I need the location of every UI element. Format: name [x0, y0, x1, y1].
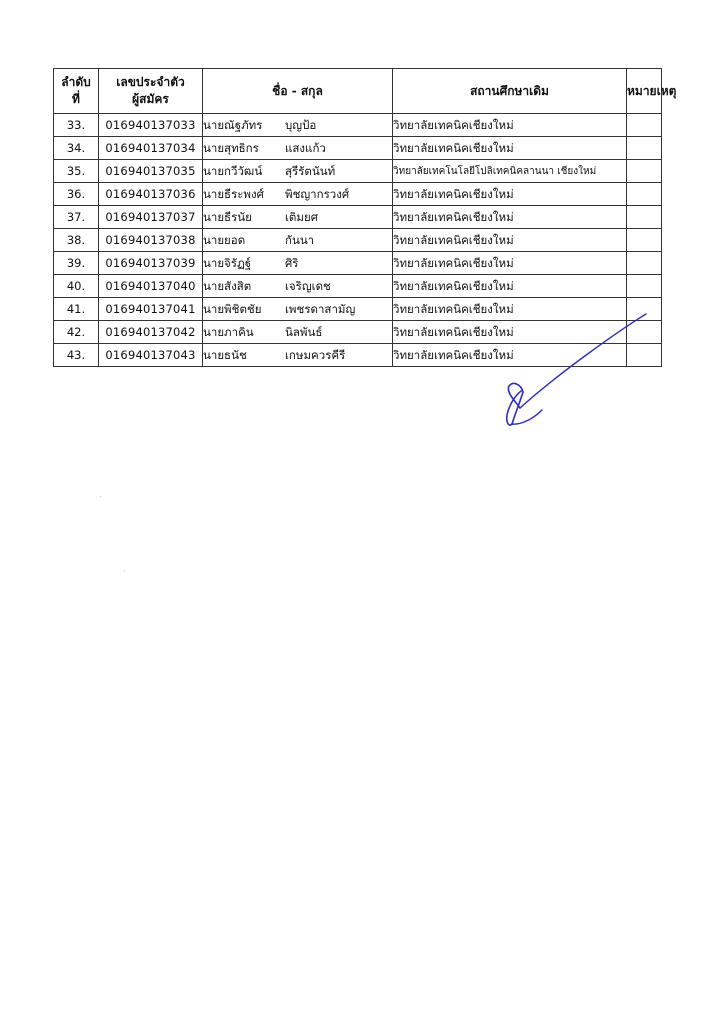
table-row — [54, 252, 662, 275]
row-school: วิทยาลัยเทคนิคเชียงใหม่ — [393, 298, 627, 321]
applicant-table — [53, 68, 677, 367]
row-applicant-id: 016940137036 — [99, 183, 203, 206]
row-applicant-id: 016940137043 — [99, 344, 203, 367]
row-first-name: นายณัฐภัทร — [203, 117, 263, 132]
row-last-name: ศิริ — [285, 255, 299, 270]
header-sequence — [54, 69, 99, 114]
row-applicant-id: 016940137039 — [99, 252, 203, 275]
row-first-name: นายธีระพงศ์ — [203, 186, 264, 201]
row-school: วิทยาลัยเทคนิคเชียงใหม่ — [393, 206, 627, 229]
row-last-name: เพชรดาสามัญ — [285, 301, 356, 316]
row-sequence: 34. — [54, 137, 99, 160]
row-school: วิทยาลัยเทคนิคเชียงใหม่ — [393, 321, 627, 344]
row-sequence: 33. — [54, 114, 99, 137]
table-row — [54, 275, 662, 298]
row-full-name — [203, 160, 393, 183]
row-note — [627, 229, 662, 252]
row-full-name — [203, 344, 393, 367]
row-sequence: 39. — [54, 252, 99, 275]
row-applicant-id: 016940137035 — [99, 160, 203, 183]
header-sequence-line1: ลำดับ — [61, 75, 91, 89]
row-full-name — [203, 229, 393, 252]
row-last-name: เกษมควรคีรี — [285, 347, 346, 362]
row-sequence: 42. — [54, 321, 99, 344]
header-applicant-id-line1: เลขประจำตัว — [116, 75, 185, 89]
row-school: วิทยาลัยเทคนิคเชียงใหม่ — [393, 252, 627, 275]
row-first-name: นายธนัช — [203, 347, 247, 362]
row-school: วิทยาลัยเทคโนโลยีโปลิเทคนิคลานนา เชียงใหม่ — [393, 160, 627, 183]
row-school: วิทยาลัยเทคนิคเชียงใหม่ — [393, 344, 627, 367]
table-row — [54, 206, 662, 229]
row-note — [627, 206, 662, 229]
table-row — [54, 321, 662, 344]
row-school: วิทยาลัยเทคนิคเชียงใหม่ — [393, 114, 627, 137]
row-last-name: กันนา — [285, 232, 315, 247]
row-last-name: เจริญเดช — [285, 278, 331, 293]
row-school: วิทยาลัยเทคนิคเชียงใหม่ — [393, 183, 627, 206]
row-last-name: นิลพันธ์ — [285, 324, 323, 339]
row-school: วิทยาลัยเทคนิคเชียงใหม่ — [393, 275, 627, 298]
row-last-name: แสงแก้ว — [285, 140, 326, 155]
row-first-name: นายพิชิตชัย — [203, 301, 262, 316]
row-note — [627, 114, 662, 137]
row-note — [627, 252, 662, 275]
row-applicant-id: 016940137034 — [99, 137, 203, 160]
row-full-name — [203, 183, 393, 206]
row-first-name: นายจิรัฏฐ์ — [203, 255, 252, 270]
row-sequence: 35. — [54, 160, 99, 183]
row-last-name: บุญป้อ — [285, 117, 317, 132]
table-row — [54, 114, 662, 137]
row-sequence: 41. — [54, 298, 99, 321]
row-note — [627, 321, 662, 344]
row-first-name: นายยอด — [203, 232, 246, 247]
row-applicant-id: 016940137033 — [99, 114, 203, 137]
row-sequence: 36. — [54, 183, 99, 206]
row-full-name — [203, 206, 393, 229]
table-header-row — [54, 69, 662, 114]
row-applicant-id: 016940137040 — [99, 275, 203, 298]
header-sequence-line2: ที่ — [72, 92, 80, 106]
table-row — [54, 160, 662, 183]
row-sequence: 43. — [54, 344, 99, 367]
row-first-name: นายสังสิต — [203, 278, 252, 293]
header-school: สถานศึกษาเดิม — [393, 69, 627, 114]
row-note — [627, 183, 662, 206]
row-sequence: 38. — [54, 229, 99, 252]
row-school: วิทยาลัยเทคนิคเชียงใหม่ — [393, 137, 627, 160]
row-applicant-id: 016940137038 — [99, 229, 203, 252]
row-note — [627, 275, 662, 298]
header-name: ชื่อ - สกุล — [203, 69, 393, 114]
row-sequence: 40. — [54, 275, 99, 298]
row-note — [627, 137, 662, 160]
row-full-name — [203, 298, 393, 321]
row-full-name — [203, 114, 393, 137]
table-row — [54, 344, 662, 367]
row-applicant-id: 016940137037 — [99, 206, 203, 229]
header-applicant-id-line2: ผู้สมัคร — [132, 92, 169, 106]
table-row — [54, 298, 662, 321]
row-note — [627, 160, 662, 183]
row-applicant-id: 016940137041 — [99, 298, 203, 321]
row-sequence: 37. — [54, 206, 99, 229]
row-note — [627, 344, 662, 367]
header-applicant-id — [99, 69, 203, 114]
row-full-name — [203, 137, 393, 160]
row-first-name: นายสุทธิกร — [203, 140, 259, 155]
table-row — [54, 229, 662, 252]
row-first-name: นายกวีวัฒน์ — [203, 163, 263, 178]
header-note: หมายเหตุ — [627, 69, 662, 114]
row-school: วิทยาลัยเทคนิคเชียงใหม่ — [393, 229, 627, 252]
scan-speck — [100, 496, 101, 497]
table-row — [54, 137, 662, 160]
scan-speck — [124, 570, 125, 571]
row-last-name: สุรีรัตนันท์ — [285, 163, 336, 178]
table-body — [54, 114, 662, 367]
row-applicant-id: 016940137042 — [99, 321, 203, 344]
row-last-name: เติมยศ — [285, 209, 319, 224]
row-first-name: นายภาคิน — [203, 324, 254, 339]
row-full-name — [203, 321, 393, 344]
table-row — [54, 183, 662, 206]
row-note — [627, 298, 662, 321]
row-last-name: พิชญากรวงศ์ — [285, 186, 350, 201]
row-first-name: นายธีรนัย — [203, 209, 252, 224]
row-full-name — [203, 275, 393, 298]
row-full-name — [203, 252, 393, 275]
